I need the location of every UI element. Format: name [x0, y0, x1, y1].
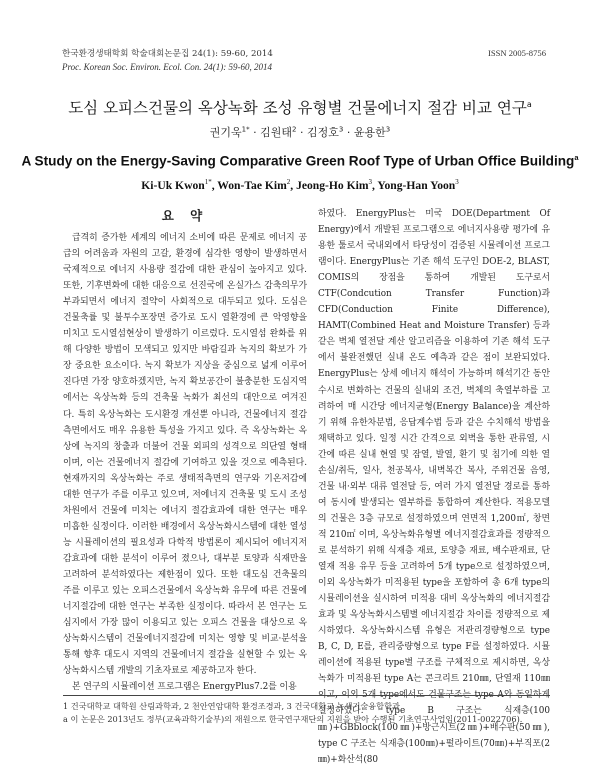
abstract-right-column — [318, 206, 550, 768]
author-ko-1: 권기욱 — [209, 126, 242, 139]
author-ko-4-mark: 3 — [385, 125, 391, 134]
author-en-1-mark: 1* — [204, 178, 212, 186]
footnote-funding: a 이 논문은 2013년도 정부(교육과학기술부)의 재원으로 한국연구재단의 지원을 받아 수행된 기초연구사업임(2011-0022706). — [63, 714, 523, 724]
title-korean-text: 도심 오피스건물의 옥상녹화 조성 유형별 건물에너지 절감 비교 연구 — [68, 99, 527, 117]
journal-header-ko: 한국환경생태학회 학술대회논문집 24(1): 59-60, 2014 — [62, 49, 273, 59]
author-ko-1-mark: 1* — [241, 125, 250, 134]
abstract-left-column — [63, 230, 307, 695]
author-en-3-mark: 3 — [368, 178, 373, 186]
author-en-4-mark: 3 — [455, 178, 459, 186]
author-ko-2: 김원태 — [260, 126, 293, 139]
author-ko-4: 윤용한 — [353, 126, 386, 139]
authors-english: Ki-Uk Kwon$^{1*}$, Won-Tae Kim$^2$, Jeong-Ho Kim$^3$, Yong-Han Yoon$^3$ — [141, 178, 459, 192]
abstract-paragraph: 하였다. EnergyPlus는 미국 DOE(Department Of Energy)에서 개발된 프로그램으로 에너지사용량 평가에 유용한 툴로서 국내외에서 타당성이 검증된 시뮬레이션 프로그램이다. EnergyPlus는 기존 해석 도구인 DOE-2, BLAST, COMIS의 장점을 통하여 개발된 도구로서 CTF(Condcution Transfer Function)과 CFD(Conduction Finite Difference), HAMT(Combined Heat and Moisture Transfer) 등과 같은 벽체 열전달 계산 알고리즘을 이용하여 기존 해석 도구에서 불완전했던 실내 온도 예측과 같은 점이 보완되었다. EnergyPlus는 상세 에너지 해석이 가능하며 해석기간 동안 수시로 변화하는 건물의 실내외 조건, 벽체의 축열부하를 고려하여 매 시간당 에너지균형(Energy Balance)을 계산하기 위해 유한차분법, 응답계수법 등과 같은 수치해석 방법을 채택하고 있다. 일정 시간 간격으로 외벽을 통한 관류열, 시간에 따른 실내 현열 및 잠열, 발열, 환기 및 침기에 의한 열손실/취득, 일사, 천공복사, 내벽복간 복사, 주위건물 음영, 건물 내·외부 대류 열전달 등, 여러 가지 열전달 경로를 통하여 동시에 발생되는 열부하를 통합하여 계산한다. 적용모델의 건물은 3층 규모로 설정하였으며 연면적 1,200㎡, 창면적 210㎡ 이며, 옥상녹화유형별 에너지절감효과를 정량적으로 분석하기 위해 식재층 재료, 토양층 재료, 배수판재료, 단열재 적용 유무 등을 고려하여 5개 type으로 설정하였으며, 이외 옥상녹화가 미적용된 type을 포함하여 총 6개 type의 시뮬레이션을 실시하여 미적용 대비 옥상녹화의 에너지절감효과 및 옥상녹화시스템별 에너지절감 차이를 정량적으로 제시하였다. 옥상녹화시스템 유형은 저관리경량형으로 type B, C, D, E를, 관리중량형으로 type F를 설정하였다. 시뮬레이션에 적용된 type별 구조를 구체적으로 제시하면, 옥상녹화가 미적용된 type A는 콘크리트 210㎜, 단열재 110㎜이고, 이외 5개 type에서도 건물구조는 type A와 동일하게 설정하였다. type B 구조는 식재층(100㎜)+GBblock(100㎜)+방근시트(2㎜)+배수판(50㎜), type C 구조는 식재층(100㎜)+펄라이트(70㎜)+부직포(2㎜)+화산석(80 — [318, 209, 550, 765]
footnotes — [63, 700, 550, 726]
title-korean-footnote-mark: a — [526, 99, 532, 109]
footnote-divider — [63, 695, 550, 696]
title-english — [0, 153, 600, 169]
abstract-heading: 요 약 — [161, 208, 209, 223]
title-korean — [0, 96, 600, 118]
journal-header-en: Proc. Korean Soc. Environ. Ecol. Con. 24(1): 59-60, 2014 — [62, 62, 272, 72]
author-en-1: Ki-Uk Kwon — [141, 178, 205, 192]
abstract-paragraph: 급격히 증가한 세계의 에너지 소비에 따른 문제로 에너지 공급의 어려움과 자원의 고갈, 환경에 심각한 영향이 발생하면서 국제적으로 에너지 사용량 절감에 대한 관심이 높아지고 있다. 또한, 기후변화에 대한 대응으로 선진국에 온실가스 감축의무가 부과되면서 에너지 절약이 사회적으로 대두되고 있다. 도심은 건물축률 및 불투수포장면 증가로 도시 열환경에 큰 악영향을 미치고 도시열섬현상이 발생하기 이르렀다. 도시열섬 완화를 위해 다양한 방법이 모색되고 있지만 바람길과 녹지의 확보가 가장 중요한 요소이다. 녹지 확보가 지상을 중심으로 넓게 이루어진다면 가장 양호하겠지만, 녹지 확보공간이 불충분한 도심지역에서는 옥상녹화 등의 건축물 녹화가 최선의 대안으로 여겨진다. 특히 옥상녹화는 도시환경 개선뿐 아니라, 건물에너지 절감 측면에서도 매우 유용한 특성을 가지고 있다. 즉 옥상녹화는 옥상에 녹지의 창출과 더불어 건물 외피의 성격으로 의단열 형태이며, 이는 건물에너지 절감에 기여하고 있을 것으로 예측된다. 현재까지의 옥상녹화는 주로 생태적측면의 연구와 기온저감에 대한 연구가 주를 이루고 있으며, 저에너지 건축물 및 도시 조성 차원에서 건물에 미치는 에너지 절감효과에 대한 연구는 매우 미흡한 실정이다. 이러한 배경에서 옥상녹화시스템에 대한 열성능 시뮬레이션의 필요성과 다학적 방법론이 제시되어 에너지저감효과에 대한 분석이 이루어 졌으나, 대부분 토양과 식재만을 고려하여 분석하였다는 제한점이 있다. 또한 대도심 건축물의 주를 이루고 있는 오피스건물에서 옥상녹화 유무에 따른 건물에너지절감에 대한 연구는 부족한 실정이다. 따라서 본 연구는 도심지에서 가장 많이 이용되고 있는 오피스 건물을 대상으로 옥상녹화시스템이 건물에너지절감에 미치는 영향 및 비교·분석을 통해 향후 대도시 지역의 건물에너지 절감을 실현할 수 있는 옥상녹화시스템 개발의 기초자료로 제공하고자 한다. — [63, 233, 307, 677]
author-en-2: Won-Tae Kim — [217, 178, 287, 192]
footnote-affiliations: 1 건국대학교 대학원 산림과학과, 2 천안연암대학 환경조경과, 3 건국대학교 녹색기술융합학과 — [63, 701, 400, 711]
author-ko-2-mark: 2 — [292, 125, 297, 134]
authors-korean: 권기욱$^{1*}$ · 김원태$^2$ · 김정호$^3$ · 윤용한$^3$ — [209, 125, 391, 139]
issn: ISSN 2005-8756 — [487, 48, 546, 58]
author-ko-3: 김정호 — [307, 126, 339, 139]
author-en-3: Jeong-Ho Kim — [296, 178, 369, 192]
title-english-text: A Study on the Energy-Saving Comparative Green Roof Type of Urban Office Building — [21, 153, 575, 169]
author-en-2-mark: 2 — [286, 178, 291, 186]
author-ko-3-mark: 3 — [338, 125, 344, 134]
title-english-footnote-mark: a — [574, 153, 579, 162]
abstract-paragraph: 본 연구의 시뮬레이션 프로그램은 EnergyPlus7.2를 이용 — [72, 682, 297, 693]
author-en-4: Yong-Han Yoon — [377, 178, 456, 192]
journal-header — [62, 48, 273, 74]
